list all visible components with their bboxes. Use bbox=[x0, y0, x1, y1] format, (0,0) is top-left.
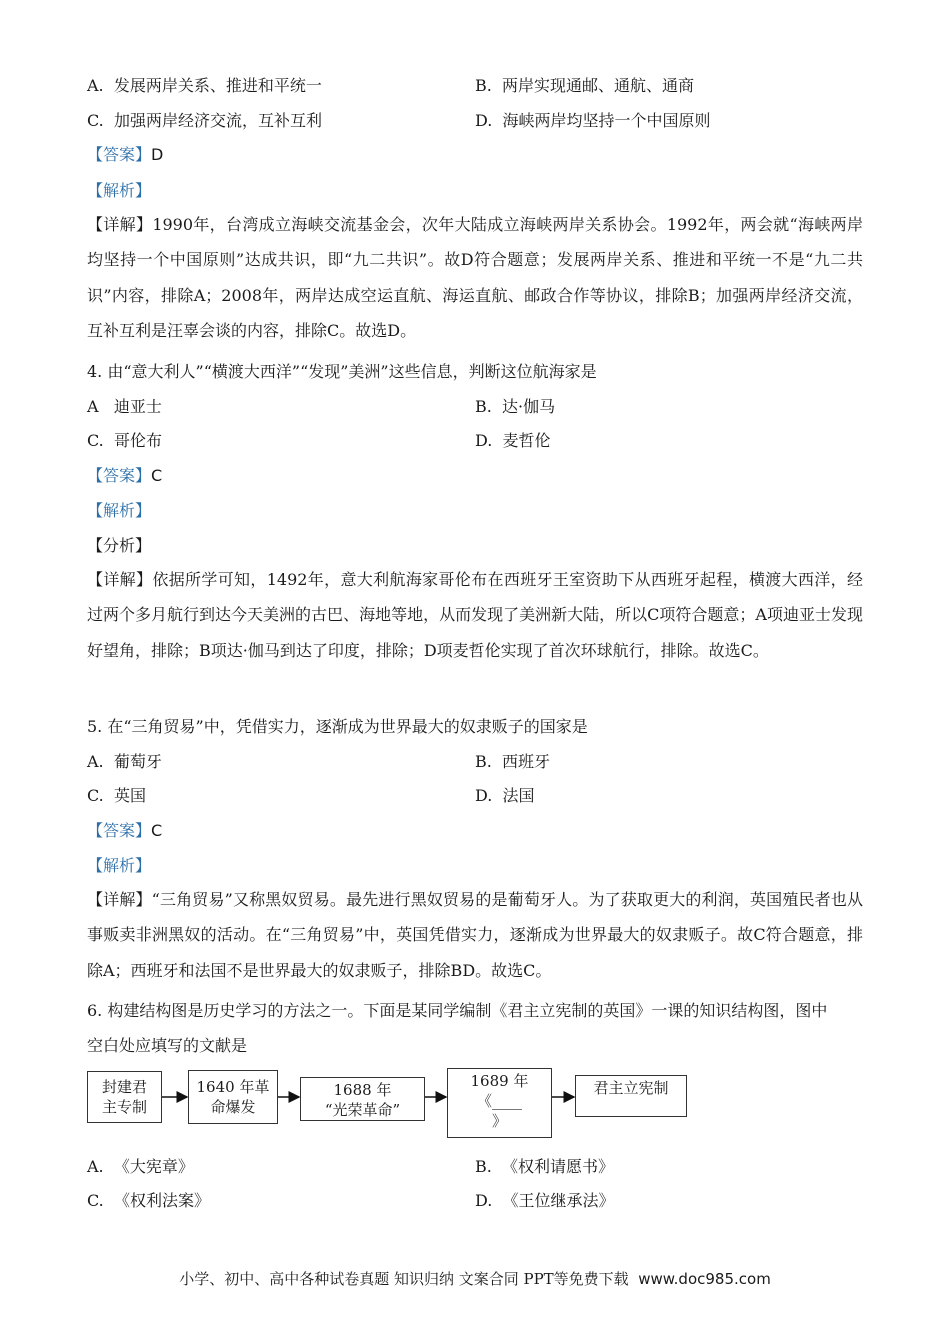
q6-option-d bbox=[475, 1191, 615, 1211]
q4-option-d bbox=[475, 431, 551, 451]
option-key: A bbox=[87, 397, 99, 416]
q3-option-c bbox=[87, 111, 322, 131]
q5-option-c bbox=[87, 786, 146, 806]
box-text: “光荣革命” bbox=[324, 1101, 401, 1119]
diagram-arrows bbox=[87, 1066, 687, 1138]
option-text: 《大宪章》 bbox=[113, 1157, 194, 1176]
option-text: 葡萄牙 bbox=[113, 752, 162, 771]
box-text: 1640 年革 bbox=[196, 1078, 270, 1096]
option-text: 西班牙 bbox=[502, 752, 551, 771]
option-text: 《权利请愿书》 bbox=[502, 1157, 615, 1176]
option-text: 达·伽马 bbox=[502, 397, 556, 416]
option-key: B. bbox=[475, 1157, 492, 1176]
detail-tag: 【详解】 bbox=[87, 570, 153, 589]
q4-stem: 4. 由“意大利人”“横渡大西洋”“发现”美洲”这些信息，判断这位航海家是 bbox=[87, 362, 597, 381]
q6-option-c bbox=[87, 1191, 210, 1211]
box-text: 主专制 bbox=[101, 1098, 147, 1116]
page-footer bbox=[0, 1268, 950, 1289]
q3-detail bbox=[87, 207, 863, 348]
detail-tag: 【详解】 bbox=[87, 890, 152, 909]
box-text: 命爆发 bbox=[210, 1098, 256, 1116]
box-text: 1688 年 bbox=[333, 1081, 392, 1099]
answer-tag: 【答案】 bbox=[87, 821, 152, 840]
option-text: 迪亚士 bbox=[113, 397, 162, 416]
option-text: 哥伦布 bbox=[113, 431, 162, 450]
answer-value: C bbox=[151, 466, 163, 485]
option-key: A. bbox=[87, 76, 104, 95]
option-key: A. bbox=[87, 752, 104, 771]
option-text: 《权利法案》 bbox=[113, 1191, 210, 1210]
q4-option-c bbox=[87, 431, 162, 451]
option-text: 发展两岸关系、推进和平统一 bbox=[113, 76, 322, 95]
option-text: 法国 bbox=[502, 786, 535, 805]
detail-text: 依据所学可知，1492年，意大利航海家哥伦布在西班牙王室资助下从西班牙起程，横渡大西洋，经过两个多月航行到达今天美洲的古巴、海地等地，从而发现了美洲新大陆，所以C项符合题意；A项迪亚士发现好望角，排除；B项达·伽马到达了印度，排除；D项麦哲伦实现了首次环球航行，排除。故选C。 bbox=[87, 570, 863, 660]
option-key: C. bbox=[87, 111, 104, 130]
option-text: 麦哲伦 bbox=[502, 431, 551, 450]
q5-option-a bbox=[87, 752, 162, 772]
detail-tag: 【详解】 bbox=[87, 215, 153, 234]
q4-analysis-tag: 【解析】 bbox=[87, 501, 152, 520]
q3-option-a bbox=[87, 76, 322, 96]
q6-option-b bbox=[475, 1157, 614, 1177]
option-key: B. bbox=[475, 752, 492, 771]
option-key: D. bbox=[475, 431, 493, 450]
option-key: C. bbox=[87, 786, 104, 805]
answer-value: D bbox=[151, 145, 164, 164]
option-text: 加强两岸经济交流，互补互利 bbox=[113, 111, 322, 130]
q3-answer bbox=[87, 145, 163, 165]
q3-analysis-tag: 【解析】 bbox=[87, 181, 152, 200]
option-text: 海峡两岸均坚持一个中国原则 bbox=[502, 111, 711, 130]
footer-link[interactable]: www.doc985.com bbox=[638, 1270, 771, 1288]
option-key: D. bbox=[475, 786, 493, 805]
q5-stem: 5. 在“三角贸易”中，凭借实力，逐渐成为世界最大的奴隶贩子的国家是 bbox=[87, 717, 588, 736]
box-text: 1689 年 bbox=[470, 1072, 529, 1090]
option-text: 英国 bbox=[113, 786, 146, 805]
q4-detail bbox=[87, 562, 863, 668]
box-text: 》 bbox=[491, 1112, 507, 1130]
option-key: D. bbox=[475, 1191, 493, 1210]
option-key: D. bbox=[475, 111, 493, 130]
footer-text: 小学、初中、高中各种试卷真题 知识归纳 文案合同 PPT等免费下载 bbox=[179, 1270, 629, 1288]
option-text: 两岸实现通邮、通航、通商 bbox=[502, 76, 695, 95]
detail-text: 1990年，台湾成立海峡交流基金会，次年大陆成立海峡两岸关系协会。1992年，两会就“海峡两岸均坚持一个中国原则”达成共识，即“九二共识”。故D符合题意；发展两岸关系、推进和平统一不是“九二共识”内容，排除A；2008年，两岸达成空运直航、海运直航、邮政合作等协议，排除B；加强两岸经济交流，互补互利是汪辜会谈的内容，排除C。故选D。 bbox=[87, 215, 863, 340]
option-text: 《王位继承法》 bbox=[502, 1191, 615, 1210]
q3-option-b bbox=[475, 76, 694, 96]
box-text: 君主立宪制 bbox=[593, 1079, 669, 1097]
answer-value: C bbox=[151, 821, 163, 840]
detail-text: “三角贸易”又称黑奴贸易。最先进行黑奴贸易的是葡萄牙人。为了获取更大的利润，英国殖民者也从事贩卖非洲黑奴的活动。在“三角贸易”中，英国凭借实力，逐渐成为世界最大的奴隶贩子。故C符合题意，排除A；西班牙和法国不是世界最大的奴隶贩子，排除BD。故选C。 bbox=[87, 890, 863, 980]
q5-answer bbox=[87, 821, 162, 841]
q5-option-b bbox=[475, 752, 550, 772]
option-key: C. bbox=[87, 1191, 104, 1210]
box-blank: 《____ bbox=[476, 1092, 522, 1110]
q5-option-d bbox=[475, 786, 535, 806]
option-key: A. bbox=[87, 1157, 104, 1176]
answer-tag: 【答案】 bbox=[87, 145, 152, 164]
q4-fenxi-tag: 【分析】 bbox=[87, 536, 152, 555]
option-key: C. bbox=[87, 431, 104, 450]
q4-option-a bbox=[87, 397, 162, 417]
option-key: B. bbox=[475, 397, 492, 416]
q5-analysis-tag: 【解析】 bbox=[87, 856, 152, 875]
q4-option-b bbox=[475, 397, 555, 417]
q6-stem-line1: 6. 构建结构图是历史学习的方法之一。下面是某同学编制《君主立宪制的英国》一课的知识结构图，图中 bbox=[87, 1001, 828, 1020]
box-text: 封建君 bbox=[101, 1078, 147, 1096]
q3-option-d bbox=[475, 111, 711, 131]
q5-detail bbox=[87, 882, 863, 988]
q6-stem-line2: 空白处应填写的文献是 bbox=[87, 1036, 248, 1055]
answer-tag: 【答案】 bbox=[87, 466, 152, 485]
q6-option-a bbox=[87, 1157, 194, 1177]
option-key: B. bbox=[475, 76, 492, 95]
structure-diagram bbox=[87, 1066, 687, 1138]
q4-answer bbox=[87, 466, 162, 486]
